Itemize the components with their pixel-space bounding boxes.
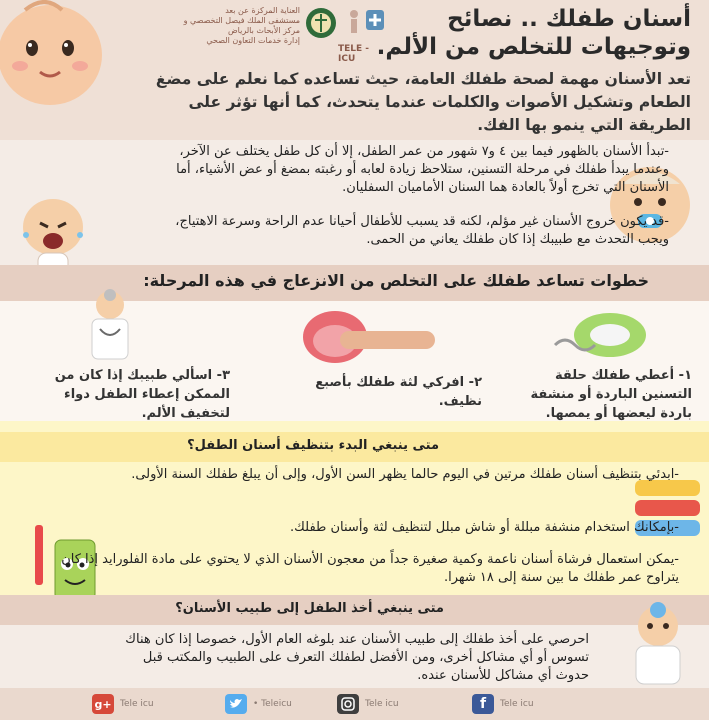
instagram-icon[interactable] — [337, 694, 359, 714]
social-googleplus[interactable] — [92, 694, 154, 714]
cleaning-paragraph-1: -ابدئي بتنظيف أسنان طفلك مرتين في اليوم حالما يظهر السن الأول، وإلى أن يبلغ طفلك السنة الأولى. — [131, 467, 679, 482]
logo-line1: العناية المركزة عن بعد — [225, 6, 300, 15]
googleplus-icon[interactable]: g+ — [92, 694, 114, 714]
tele-icu-label: TELE - ICU — [338, 44, 370, 64]
social-twitter[interactable] — [225, 694, 292, 714]
steps-heading: خطوات تساعد طفلك على التخلص من الانزعاج في هذه المرحلة: — [143, 271, 649, 290]
dentist-with-baby-illustration — [610, 598, 705, 688]
twitter-icon[interactable] — [225, 694, 247, 714]
teething-ring-icon — [545, 305, 655, 365]
social-instagram[interactable] — [337, 694, 399, 714]
googleplus-handle[interactable]: Tele icu — [120, 699, 154, 709]
growth-paragraph-2: -قد يكون خروج الأسنان غير مؤلم، لكنه قد يسبب للأطفال أحيانا عدم الراحة وسرعة الاهتياج، ويجب التحدث مع طبيبك إذا كان طفلك يعاني من الحمى. — [175, 214, 669, 247]
logos-group — [170, 4, 380, 64]
step-3-text: ٣- اسألي طبيبك إذا كان من الممكن إعطاء الطفل دواء لتخفيف الألم. — [54, 368, 230, 421]
tele-icu-logo-icon — [342, 4, 394, 48]
page-title-line1: أسنان طفلك .. نصائح — [447, 6, 691, 32]
cleaning-paragraph-3: -يمكن استعمال فرشاة أسنان ناعمة وكمية صغيرة جداً من معجون الأسنان الذي لا يحتوي على مادة الفلورايد إذا كان يتراوح عمر طفلك ما بين سنة إلى ١٨ شهرا. — [61, 552, 679, 585]
step-2-text: ٢- افركي لثة طفلك بأصبع نظيف. — [315, 375, 482, 409]
baby-face-illustration — [0, 0, 110, 110]
cleaning-heading: متى ينبغي البدء بتنظيف أسنان الطفل؟ — [187, 438, 439, 453]
twitter-handle[interactable]: • Teleicu — [253, 699, 292, 709]
gum-rubbing-finger-icon — [300, 305, 440, 370]
logo-line3: إدارة خدمات التعاون الصحي — [206, 36, 300, 45]
intro-paragraph: تعد الأسنان مهمة لصحة طفلك العامة، حيث تساعده كما نعلم على مضغ الطعام وتشكيل الأصوات والكلمات عندما يتحدث، كما أنها تؤثر على الطريقة التي ينمو بها الفك. — [155, 70, 691, 134]
logo-text-block — [170, 6, 300, 46]
doctor-illustration-icon — [75, 285, 145, 365]
social-facebook[interactable] — [472, 694, 534, 714]
facebook-icon[interactable]: f — [472, 694, 494, 714]
step-1-text: ١- أعطي طفلك حلقة التسنين الباردة أو منشفة باردة ليعضها أو يمصها. — [530, 368, 692, 421]
dentist-heading: متى ينبغي أخذ الطفل إلى طبيب الأسنان؟ — [175, 601, 444, 616]
dentist-paragraph: احرصي على أخذ طفلك إلى طبيب الأسنان عند بلوغه العام الأول، خصوصا إذا كان هناك تسوس أو أي مشاكل أخرى، ومن الأفضل لطفلك التعرف على الطبيب والمكتب قبل حدوث أي مشاكل للأسنان عنده. — [125, 632, 589, 683]
facebook-handle[interactable]: Tele icu — [500, 699, 534, 709]
cleaning-paragraph-2: -بإمكانك استخدام منشفة مبللة أو شاش مبلل لتنظيف لثة وأسنان طفلك. — [290, 520, 679, 535]
instagram-handle[interactable]: Tele icu — [365, 699, 399, 709]
hospital-emblem-icon — [304, 6, 338, 42]
page-title-line2: وتوجيهات للتخلص من الألم. — [376, 34, 691, 60]
growth-paragraph-1: -تبدأ الأسنان بالظهور فيما بين ٤ و٧ شهور من عمر الطفل، إلا أن كل طفل يختلف عن الآخر، وعندما يبدأ طفلك في مرحلة التسنين، ستلاحظ زيادة لعابه أو رغبته بمضغ أو عض الأشياء، أما الأسنان التي تخرج أولاً بالعادة هما السنان الأماميان السفليان. — [176, 144, 669, 195]
logo-line2: مستشفى الملك فيصل التخصصي و مركز الأبحاث بالرياض — [183, 16, 300, 35]
